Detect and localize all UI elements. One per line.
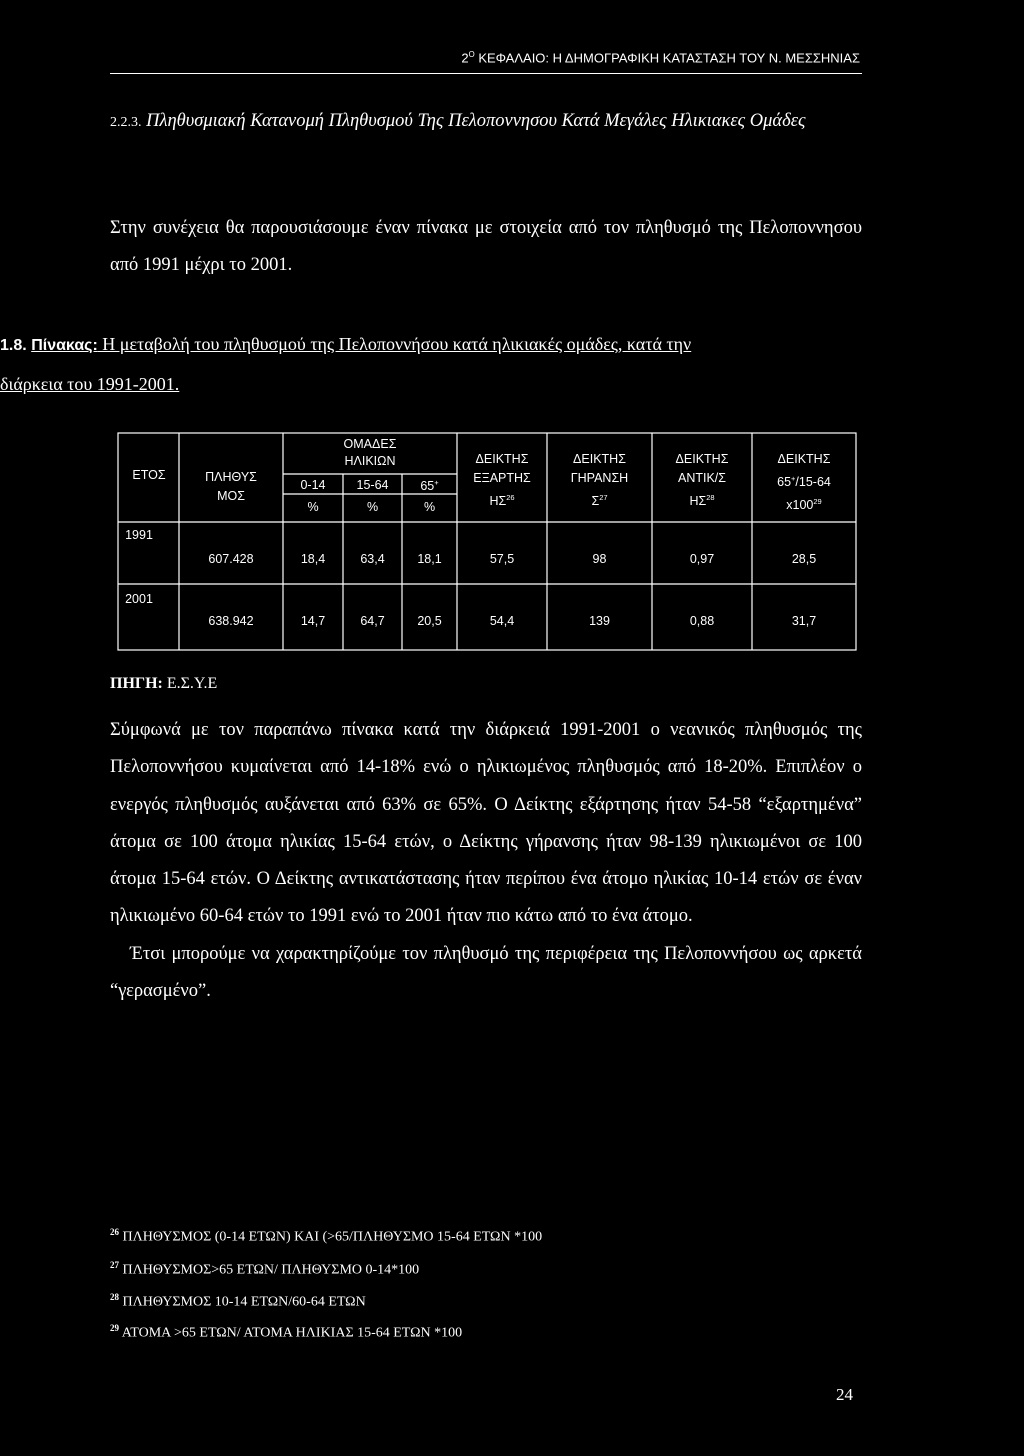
footnote-27-text: ΠΛΗΘΥΣΜΟΣ>65 ΕΤΩΝ/ ΠΛΗΘΥΣΜΟ 0-14*100 xyxy=(119,1262,420,1278)
header-age-groups-line2: ΗΛΙΚΙΩΝ xyxy=(344,454,396,468)
row-2001-15-64: 64,7 xyxy=(360,614,385,628)
row-2001-dependency: 54,4 xyxy=(489,614,515,628)
footnote-29 xyxy=(110,1323,462,1342)
header-replacement-sup: 28 xyxy=(706,493,715,502)
header-population-line1: ΠΛΗΘΥΣ xyxy=(205,470,257,484)
header-dependency-text3: ΗΣ xyxy=(489,494,507,509)
header-old-age-line1: ΔΕΙΚΤΗΣ xyxy=(777,452,831,466)
header-old-age-x100: x100 xyxy=(786,498,814,513)
header-aging xyxy=(547,450,652,511)
row-1991-0-14: 18,4 xyxy=(300,552,326,566)
header-dependency-line3 xyxy=(457,488,547,511)
section-number: 2.2.3. xyxy=(110,115,142,130)
table-source xyxy=(110,675,217,693)
pct-65: % xyxy=(423,500,436,514)
header-replacement-line2: ΑΝΤΙΚ/Σ xyxy=(677,471,726,485)
caption-label: Πίνακας: xyxy=(31,337,98,354)
row-2001-65: 20,5 xyxy=(417,614,442,628)
row-1991-population: 607.428 xyxy=(208,552,254,566)
section-heading xyxy=(110,105,862,139)
population-table xyxy=(117,432,858,652)
header-replacement xyxy=(652,450,752,511)
header-replacement-line1: ΔΕΙΚΤΗΣ xyxy=(675,452,729,466)
header-aging-text3: Σ xyxy=(591,494,600,509)
footnote-26-text: ΠΛΗΘΥΣΜΟΣ (0-14 ΕΤΩΝ) ΚΑΙ (>65/ΠΛΗΘΥΣΜΟ 15-64 ΕΤΩΝ *100 xyxy=(119,1229,543,1245)
header-old-age-65: 65 xyxy=(777,475,792,490)
row-2001-aging: 139 xyxy=(589,614,610,628)
header-age-groups-line1: ΟΜΑΔΕΣ xyxy=(343,437,397,451)
pct-0-14: % xyxy=(307,500,319,514)
header-age-groups xyxy=(283,436,457,470)
body-paragraph-1: Σύμφωνά με τον παραπάνω πίνακα κατά την διάρκειά 1991-2001 ο νεανικός πληθυσμός της Πελοποννήσου κυμαίνεται από 14-18% ενώ ο ηλικιωμένος πληθυσμός από 18-20%. Επιπλέον ο ενεργός πληθυσμός αυξάνεται από 63% σε 65%. Ο Δείκτης εξάρτησης ήταν 54-58 “εξαρτημένα” άτομα σε 100 άτομα ηλικίας 15-64 ετών, ο Δείκτης γήρανσης ήταν 98-139 ηλικιωμένοι σε 100 άτομα 15-64 ετών. Ο Δείκτης αντικατάστασης ήταν περίπου ένα άτομο ηλικίας 10-14 ετών σε έναν ηλικιωμένο 60-64 ετών το 1991 ενώ το 2001 ήταν πιο κάτω από το ένα άτομο. xyxy=(110,720,862,927)
header-old-age-line2 xyxy=(752,469,856,492)
header-old-age-15-64: /15-64 xyxy=(795,475,831,490)
header-aging-sup: 27 xyxy=(599,493,608,502)
header-65-plus xyxy=(402,478,457,493)
header-replacement-text3: ΗΣ xyxy=(689,494,707,509)
row-2001-year: 2001 xyxy=(125,592,153,606)
row-2001-replacement: 0,88 xyxy=(689,614,715,628)
footnote-27-num: 27 xyxy=(110,1260,119,1270)
footnote-26-num: 26 xyxy=(110,1227,119,1237)
footnote-26 xyxy=(110,1227,542,1246)
header-old-age-line3 xyxy=(752,492,856,515)
header-dependency-line2: ΕΞΑΡΤΗΣ xyxy=(473,471,531,485)
footnote-29-num: 29 xyxy=(110,1323,119,1333)
row-2001-population: 638.942 xyxy=(208,614,254,628)
row-1991-replacement: 0,97 xyxy=(689,552,715,566)
header-dependency-line1: ΔΕΙΚΤΗΣ xyxy=(475,452,529,466)
footnote-28 xyxy=(110,1292,366,1311)
row-2001-0-14: 14,7 xyxy=(300,614,326,628)
header-15-64: 15-64 xyxy=(356,478,389,492)
header-rule xyxy=(110,73,862,74)
row-1991-65: 18,1 xyxy=(417,552,442,566)
row-1991-aging: 98 xyxy=(592,552,607,566)
row-2001-old-age: 31,7 xyxy=(791,614,817,628)
running-header xyxy=(110,50,860,65)
header-dependency-sup: 26 xyxy=(506,493,515,502)
chapter-number: 2 xyxy=(461,50,469,66)
header-population xyxy=(179,468,283,506)
header-replacement-line3 xyxy=(652,488,752,511)
header-65-sup: + xyxy=(434,478,439,487)
row-1991-15-64: 63,4 xyxy=(360,552,385,566)
source-label: ΠΗΓΗ: xyxy=(110,675,163,692)
body-text xyxy=(110,712,862,1010)
pct-15-64: % xyxy=(366,500,379,514)
header-0-14: 0-14 xyxy=(300,478,326,492)
header-year: ΕΤΟΣ xyxy=(132,468,166,482)
header-old-age-plus: + xyxy=(791,474,796,483)
caption-number: 1.8. xyxy=(0,337,27,354)
row-1991-dependency: 57,5 xyxy=(489,552,515,566)
header-old-age xyxy=(752,450,856,515)
header-65: 65 xyxy=(420,479,435,494)
running-title: ΚΕΦΑΛΑΙΟ: Η ΔΗΜΟΓΡΑΦΙΚΗ ΚΑΤΑΣΤΑΣΗ ΤΟΥ Ν. ΜΕΣΣΗΝΙΑΣ xyxy=(474,50,860,66)
page-number: 24 xyxy=(836,1385,853,1404)
header-aging-line3 xyxy=(547,488,652,511)
footnote-29-text: ΑΤΟΜΑ >65 ΕΤΩΝ/ ΑΤΟΜΑ ΗΛΙΚΙΑΣ 15-64 ΕΤΩΝ *100 xyxy=(119,1325,463,1341)
table-caption xyxy=(0,325,752,403)
header-aging-line1: ΔΕΙΚΤΗΣ xyxy=(573,452,626,466)
header-aging-line2: ΓΗΡΑΝΣΗ xyxy=(570,471,629,485)
footnote-28-text: ΠΛΗΘΥΣΜΟΣ 10-14 ΕΤΩΝ/60-64 ΕΤΩΝ xyxy=(119,1294,366,1310)
chapter-number-sup: Ο xyxy=(468,50,475,59)
row-1991-old-age: 28,5 xyxy=(791,552,817,566)
row-1991-year: 1991 xyxy=(125,528,153,542)
body-paragraph-2: Έτσι μπορούμε να χαρακτηρίζούμε τον πληθυσμό της περιφέρεια της Πελοποννήσου ως αρκετά “γερασμένο”. xyxy=(110,943,862,1002)
header-population-line2: ΜΟΣ xyxy=(217,489,245,503)
intro-paragraph: Στην συνέχεια θα παρουσιάσουμε έναν πίνακα με στοιχεία από τον πληθυσμό της Πελοποννησου από 1991 μέχρι το 2001. xyxy=(110,218,862,275)
header-dependency xyxy=(457,450,547,511)
caption-text: Η μεταβολή του πληθυσμού της Πελοποννήσου κατά ηλικιακές ομάδες, κατά την διάρκεια του 1991-2001. xyxy=(0,334,692,394)
source-value: Ε.Σ.Υ.Ε xyxy=(162,675,218,692)
footnote-27 xyxy=(110,1260,419,1279)
footnote-28-num: 28 xyxy=(110,1292,119,1302)
header-old-age-sup: 29 xyxy=(813,497,822,507)
section-title: Πληθυσμιακή Κατανομή Πληθυσμού Της Πελοποννησου Κατά Μεγάλες Ηλικιακες Ομάδες xyxy=(146,111,806,131)
